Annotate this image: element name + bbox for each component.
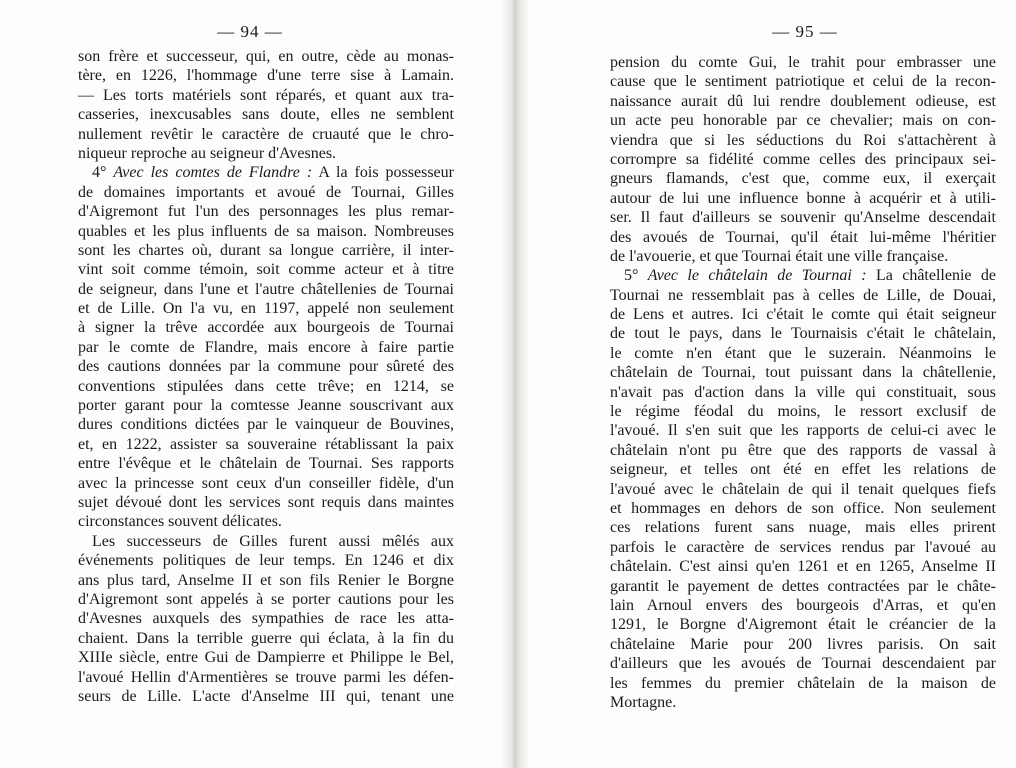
text-line: casseries, inexcusables sans doute, elles ne semblent	[78, 106, 454, 124]
text-line: pension du comte Gui, le trahit pour embrasser une	[610, 54, 996, 71]
text-line: les femmes du premier châtelain de la maison de	[610, 674, 996, 692]
text-line: et hommages en dehors de son office. Non seulement	[610, 499, 996, 517]
text-line: son frère et successeur, qui, en outre, cède au monas-	[78, 48, 454, 65]
text-line: autour de lui une influence bonne à acquérir et à utili-	[610, 189, 996, 207]
text-line: ser. Il faut d'ailleurs se souvenir qu'Anselme descendait	[610, 209, 996, 227]
book-gutter	[500, 0, 530, 768]
text-line: un acte peu honorable par ce chevalier; mais on con-	[610, 112, 996, 130]
text-line: garantit le payement de dettes contractées par le châte-	[610, 577, 996, 595]
text-line: d'Aigremont sont appelés à se porter cautions pour les	[78, 590, 454, 608]
text-line: châtelain. C'est ainsi qu'en 1261 et en 1265, Anselme II	[610, 558, 996, 576]
text-line: et, en 1222, assister sa souveraine rétablissant la paix	[78, 435, 454, 453]
text-line: de tout le pays, dans le Tournaisis c'était le châtelain,	[610, 325, 996, 343]
section-number: 5°	[624, 267, 648, 285]
right-page	[530, 0, 1016, 768]
text-line: naissance aurait dû lui rendre doublement odieuse, est	[610, 92, 996, 110]
text-line: événements politiques de leur temps. En 1246 et dix	[78, 552, 454, 570]
text-line: châtelain de Tournai, tout puissant dans la châtellenie,	[610, 364, 996, 382]
text-line: cause que le sentiment patriotique et celui de la recon-	[610, 73, 996, 91]
text-line: seigneur, et telles ont été en effet les relations de	[610, 461, 996, 479]
text-line: vint soit comme témoin, soit comme acteur et à titre	[78, 261, 454, 279]
body-text	[610, 53, 996, 712]
text-line: par le comte de Flandre, mais encore à faire partie	[78, 338, 454, 356]
text-line: l'avoué. Il s'en suit que les rapports de celui-ci avec le	[610, 422, 996, 440]
section-heading-line	[610, 266, 996, 285]
text-line: Tournai ne ressemblait pas à celles de Lille, de Douai,	[610, 286, 996, 304]
text-line: porter garant pour la comtesse Jeanne souscrivant aux	[78, 397, 454, 415]
text-line: de seigneur, dans l'une et l'autre châtellenies de Tournai	[78, 280, 454, 298]
body-text	[78, 47, 454, 706]
section-heading-rest: A la fois possesseur	[312, 164, 454, 182]
text-line: parfois le caractère de services rendus par l'avoué au	[610, 538, 996, 556]
text-line: circonstances souvent délicates.	[78, 513, 282, 531]
text-line: Les successeurs de Gilles furent aussi mêlés aux	[92, 532, 454, 550]
text-line: chaient. Dans la terrible guerre qui éclata, à la fin du	[78, 629, 454, 647]
text-line: conventions stipulées dans cette trêve; en 1214, se	[78, 377, 454, 395]
text-line: ans plus tard, Anselme II et son fils Renier le Borgne	[78, 571, 454, 589]
text-line: entre l'évêque et le châtelain de Tournai. Ses rapports	[78, 455, 454, 473]
text-line: dures conditions dictées par le vainqueur de Bouvines,	[78, 416, 454, 434]
text-line: d'ailleurs que les avoués de Tournai descendaient par	[610, 655, 996, 673]
section-heading-rest: La châtellenie de	[866, 267, 996, 285]
text-line: avec la princesse sont ceux d'un conseiller fidèle, d'un	[78, 474, 454, 492]
text-line: châtelain n'ont pu être que des rapports de vassal à	[610, 441, 996, 459]
text-line: de Lens et autres. Ici c'était le comte qui était seigneur	[610, 306, 996, 324]
text-line: de l'avouerie, et que Tournai était une ville française.	[610, 247, 949, 265]
text-line: de domaines importants et avoué de Tournai, Gilles	[78, 183, 454, 201]
text-line: 1291, le Borgne d'Aigremont était le créancier de la	[610, 616, 996, 634]
text-line: quables et les plus influents de sa maison. Nombreuses	[78, 222, 454, 240]
text-line: nullement revêtir le caractère de cruauté que le chro-	[78, 125, 454, 143]
text-line: châtelaine Marie pour 200 livres parisis. On sait	[610, 635, 996, 653]
text-line: Mortagne.	[610, 693, 677, 711]
text-line: lain Arnoul envers des bourgeois d'Arras, et qu'en	[610, 596, 996, 614]
text-line: niqueur reproche au seigneur d'Avesnes.	[78, 144, 337, 162]
text-line: d'Avesnes auxquels des sympathies de race les atta-	[78, 610, 454, 628]
section-number: 4°	[92, 164, 114, 182]
text-line: seurs de Lille. L'acte d'Anselme III qui, tenant une	[78, 687, 454, 705]
text-line: sujet dévoué dont les services sont requis dans maintes	[78, 493, 454, 511]
text-line: et de Lille. On l'a vu, en 1197, appelé non seulement	[78, 300, 454, 318]
text-line: tère, en 1226, l'hommage d'une terre sise à Lamain.	[78, 67, 454, 85]
text-line: le régime féodal du moins, le ressort exclusif de	[610, 403, 996, 421]
text-line: corrompre sa fidélité comme celles des principaux sei-	[610, 150, 996, 168]
text-line: des cautions données par la commune pour sûreté des	[78, 358, 454, 376]
text-line: le comte n'en étant que le suzerain. Néanmoins le	[610, 344, 996, 362]
text-line: des avoués de Tournai, qu'il était lui-même l'héritier	[610, 228, 996, 246]
page-number: — 95 —	[772, 22, 838, 41]
text-line: d'Aigremont fut l'un des personnages les plus remar-	[78, 203, 454, 221]
section-heading-line	[78, 163, 454, 182]
text-line: gneurs flamands, c'est que, comme eux, il exerçait	[610, 170, 996, 188]
text-line: à signer la trêve accordée aux bourgeois de Tournai	[78, 319, 454, 337]
text-line: XIIIe siècle, entre Gui de Dampierre et Philippe le Bel,	[78, 649, 454, 667]
page-number: — 94 —	[217, 22, 283, 41]
text-line: l'avoué avec le châtelain de qui il tenait quelques fiefs	[610, 480, 996, 498]
text-line: ces relations furent sans nuage, mais elles prirent	[610, 519, 996, 537]
section-heading: Avec le châtelain de Tournai :	[647, 267, 867, 285]
text-line: sont les chartes où, durant sa longue carrière, il inter-	[78, 241, 454, 259]
text-line: l'avoué Hellin d'Armentières se trouve parmi les défen-	[78, 668, 454, 686]
left-page	[0, 0, 500, 768]
text-line: n'avait pas d'action dans la ville qui constituait, sous	[610, 383, 996, 401]
section-heading: Avec les comtes de Flandre :	[113, 164, 313, 182]
text-line: — Les torts matériels sont réparés, et quant aux tra-	[78, 86, 454, 104]
text-line: viendra que si les séductions du Roi s'attachèrent à	[610, 131, 996, 149]
